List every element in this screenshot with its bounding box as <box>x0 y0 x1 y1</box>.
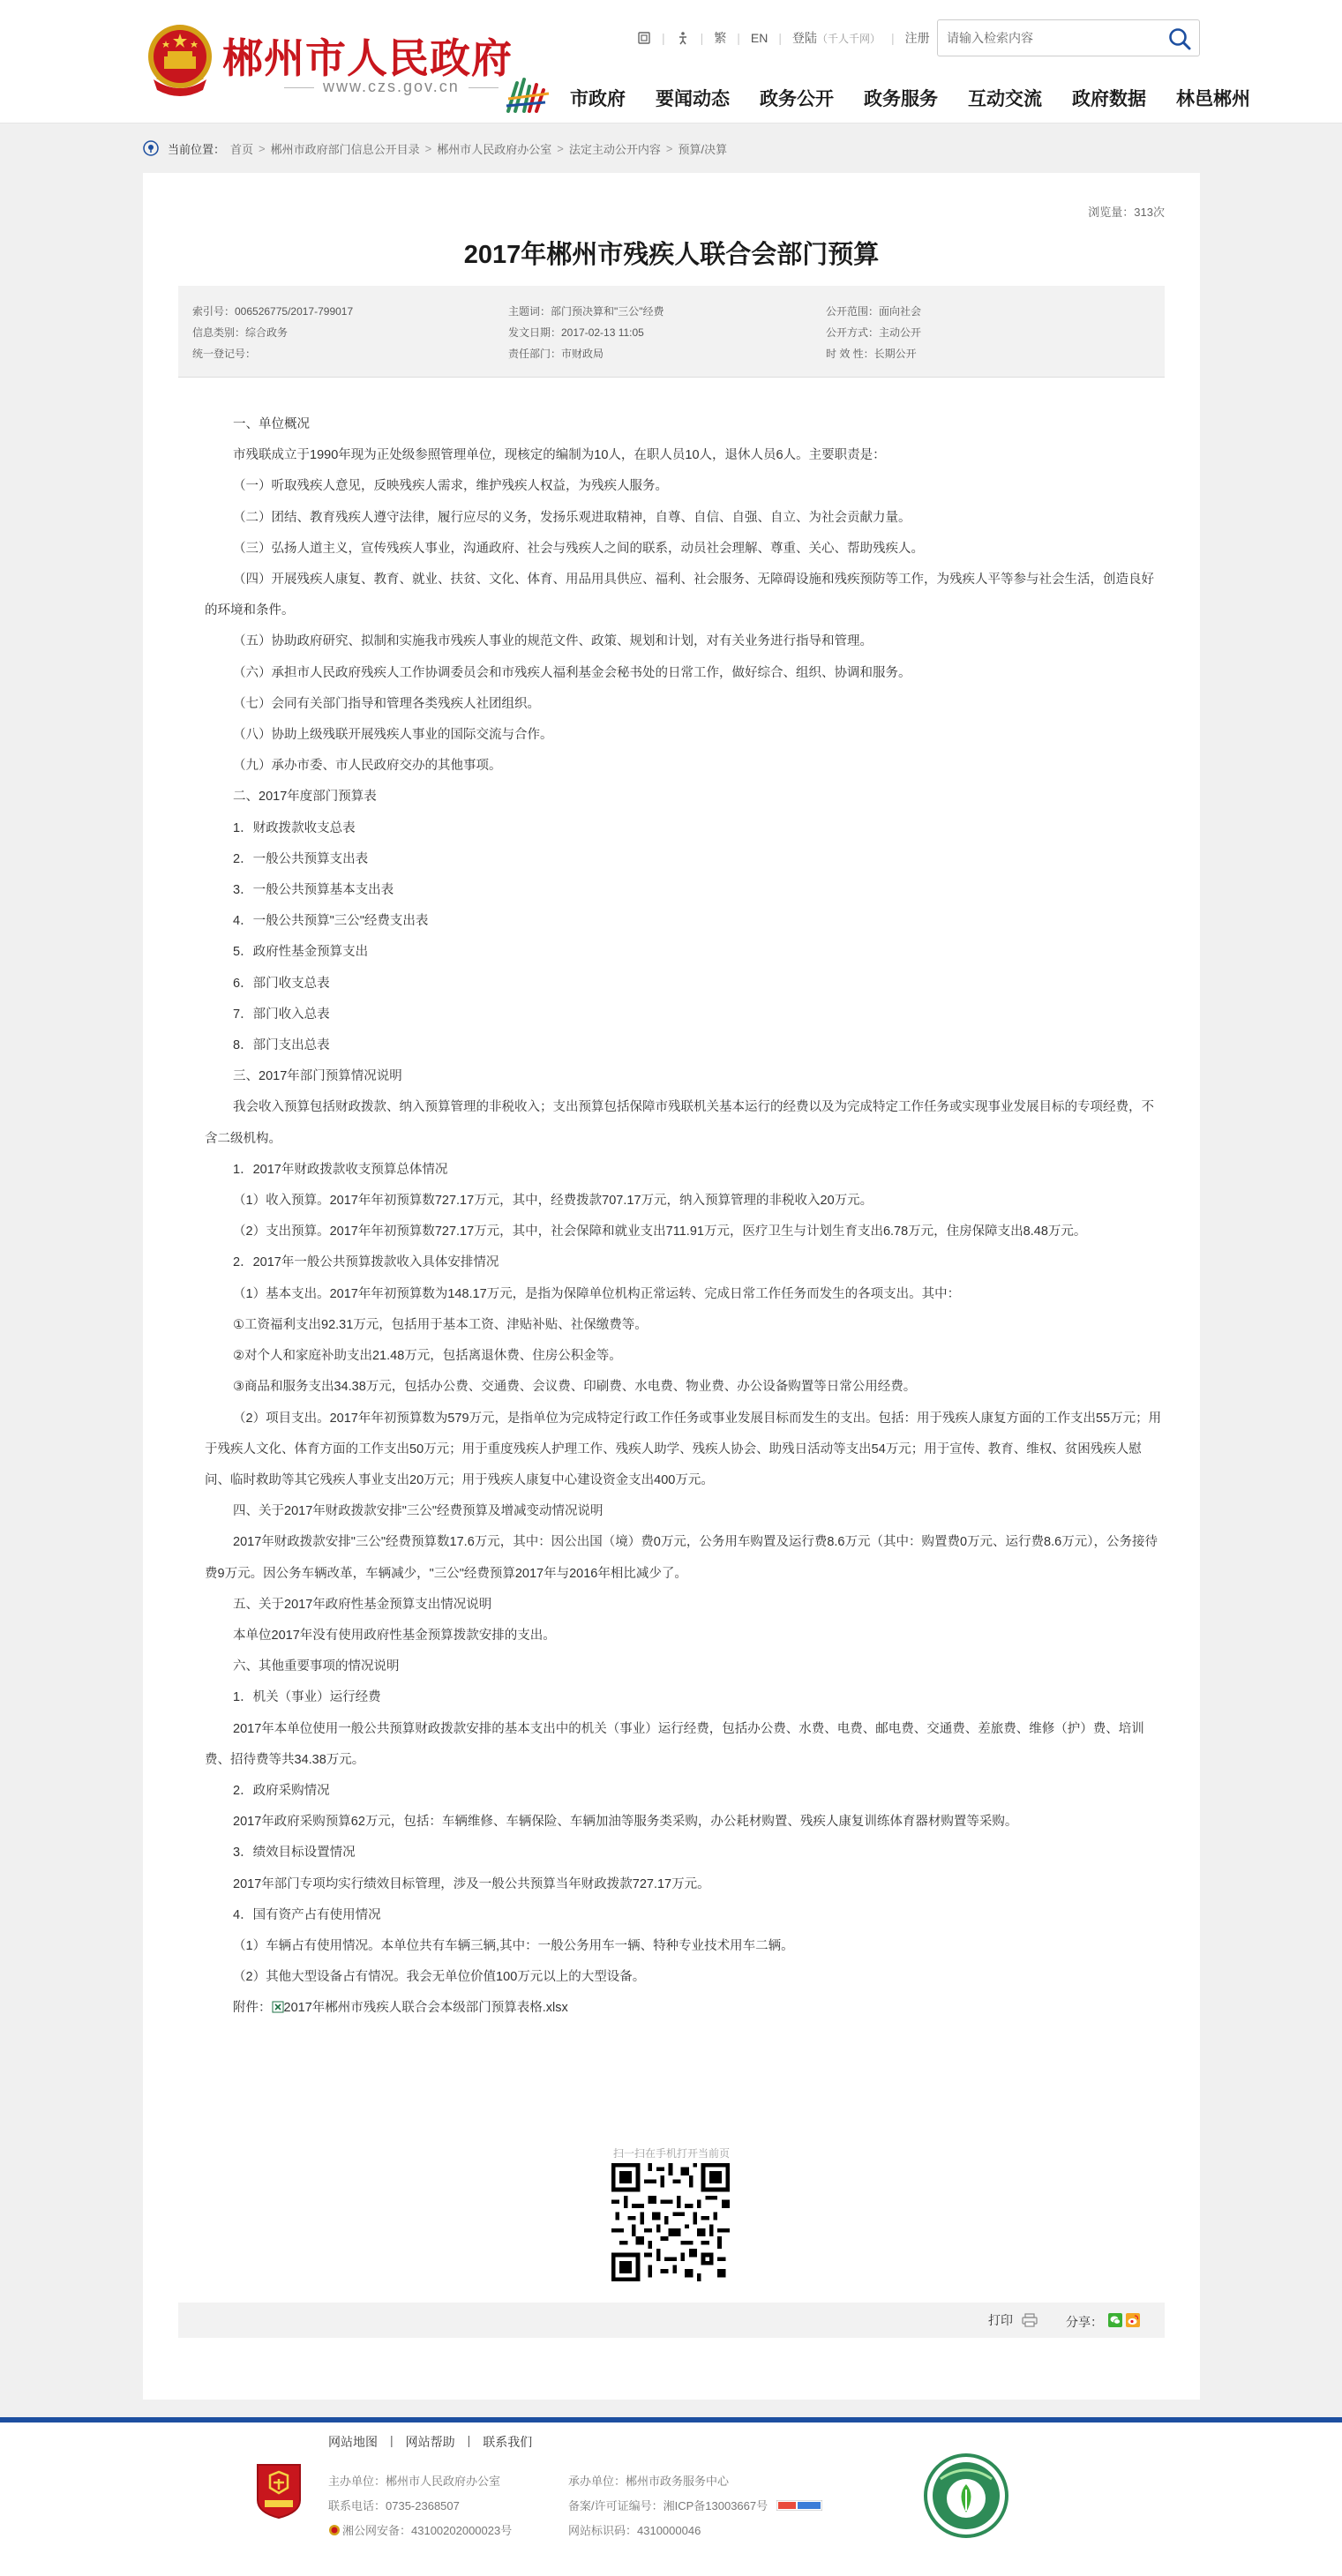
login-link[interactable] <box>792 29 881 47</box>
paragraph: （1）收入预算。2017年年初预算数727.17万元，其中，经费拨款707.17万元，纳入预算管理的非税收入20万元。 <box>233 1194 873 1209</box>
nav-item-city-gov[interactable]: 市政府 <box>570 89 626 109</box>
meta-dept: 责任部门：市财政局 <box>508 348 604 360</box>
search-icon[interactable] <box>1167 26 1192 51</box>
paragraph: 2．2017年一般公共预算拨款收入具体安排情况 <box>233 1255 499 1270</box>
paragraph: （四）开展残疾人康复、教育、就业、扶贫、文化、体育、用品用具供应、福利、社会服务、无障碍设施和残疾预防等工作，为残疾人平等参与社会生活，创造良好的环境和条件。 <box>205 573 1154 618</box>
article-body <box>205 409 1166 2025</box>
paragraph: 1．机关（事业）运行经费 <box>233 1690 381 1705</box>
paragraph: （二）团结、教育残疾人遵守法律，履行应尽的义务，发扬乐观进取精神，自尊、自信、自强、自立、为社会贡献力量。 <box>233 510 911 525</box>
paragraph: （五）协助政府研究、拟制和实施我市残疾人事业的规范文件、政策、规划和计划，对有关业务进行指导和管理。 <box>233 634 873 649</box>
mobile-icon[interactable] <box>637 31 651 45</box>
footer-separator: | <box>467 2433 471 2447</box>
meta-method: 公开方式：主动公开 <box>826 326 922 339</box>
paragraph: （七）会同有关部门指导和管理各类残疾人社团组织。 <box>233 696 540 711</box>
site-header <box>0 0 1342 124</box>
paragraph: （八）协助上级残联开展残疾人事业的国际交流与合作。 <box>233 728 553 743</box>
paragraph: （1）基本支出。2017年年初预算数为148.17万元，是指为保障单位机构正常运转、完成日常工作任务而发生的各项支出。其中： <box>233 1286 961 1301</box>
error-report-badge-icon[interactable] <box>923 2452 1009 2539</box>
register-link[interactable]: 注册 <box>904 31 930 45</box>
section-heading: 六、其他重要事项的情况说明 <box>233 1659 400 1674</box>
police-badge-icon <box>328 2524 341 2536</box>
article-card <box>143 173 1200 2400</box>
article-meta-box <box>178 286 1165 378</box>
paragraph: 2017年部门专项均实行绩效目标管理，涉及一般公共预算当年财政拨款727.17万元。 <box>233 1876 710 1891</box>
paragraph: 我会收入预算包括财政拨款、纳入预算管理的非税收入；支出预算包括保障市残联机关基本运行的经费以及为完成特定工作任务或实现事业发展目标的专项经费，不含二级机构。 <box>205 1100 1154 1146</box>
article-title: 2017年郴州市残疾人联合会部门预算 <box>463 241 880 269</box>
breadcrumb-separator: > <box>259 141 266 155</box>
excel-file-icon <box>272 2001 284 2013</box>
paragraph: 2017年本单位使用一般公共预算财政拨款安排的基本支出中的机关（事业）运行经费，包括办公费、水费、电费、邮电费、交通费、差旅费、维修（护）费、培训费、招待费等共34.38万元。 <box>205 1721 1144 1767</box>
login-note: （千人千网） <box>817 32 881 45</box>
breadcrumb-label: 当前位置： <box>168 142 226 156</box>
paragraph: （三）弘扬人道主义，宣传残疾人事业，沟通政府、社会与残疾人之间的联系，动员社会理解、尊重、关心、帮助残疾人。 <box>233 541 924 556</box>
breadcrumb-separator: > <box>557 141 564 155</box>
footer-icp[interactable]: 备案/许可证编号：湘ICP备13003667号 <box>568 2499 768 2512</box>
paragraph: 2．政府采购情况 <box>233 1783 330 1798</box>
print-button[interactable] <box>988 2311 1038 2329</box>
nav-item-news[interactable]: 要闻动态 <box>656 89 730 109</box>
party-gov-badge-icon[interactable] <box>254 2461 304 2520</box>
section-heading: 二、2017年度部门预算表 <box>233 790 377 805</box>
view-count: 浏览量：313次 <box>1088 206 1165 219</box>
paragraph: 1．2017年财政拨款收支预算总体情况 <box>233 1162 448 1177</box>
footer-organizer: 承办单位：郴州市政务服务中心 <box>568 2475 730 2488</box>
paragraph: 2017年政府采购预算62万元，包括：车辆维修、车辆保险、车辆加油等服务类采购，办公耗材购置、残疾人康复训练体育器材购置等采购。 <box>233 1815 1018 1830</box>
attachment-label: 附件： <box>233 2001 272 2016</box>
breadcrumb-statutory[interactable]: 法定主动公开内容 <box>568 142 661 156</box>
print-label: 打印 <box>988 2313 1013 2327</box>
footer-police[interactable]: 湘公网安备：43100202000023号 <box>342 2524 513 2537</box>
paragraph: （2）项目支出。2017年年初预算数为579万元，是指单位为完成特定行政工作任务或事业发展目标而发生的支出。包括：用于残疾人康复方面的工作支出55万元；用于残疾人文化、体育方面的工作支出50万元；用于重度残疾人护理工作、残疾人助学、残疾人协会、助残日活动等支出54万元；用于宣传、教育、维权、贫困残疾人慰问、临时救助等其它残疾人事业支出20万元；用于残疾人康复中心建设资金支出400万元。 <box>205 1411 1162 1487</box>
breadcrumb-separator: > <box>665 141 673 155</box>
attachment-link[interactable]: 2017年郴州市残疾人联合会本级部门预算表格.xlsx <box>283 2001 568 2016</box>
paragraph: （2）支出预算。2017年年初预算数727.17万元，其中，社会保障和就业支出711.91万元，医疗卫生与计划生育支出6.78万元，住房保障支出8.48万元。 <box>233 1224 1087 1239</box>
footer-phone: 联系电话：0735-2368507 <box>328 2499 460 2512</box>
site-name: 郴州市人民政府 <box>222 36 513 81</box>
list-item: 2．一般公共预算支出表 <box>233 851 369 866</box>
paragraph: 4．国有资产占有使用情况 <box>233 1907 381 1922</box>
footer-link-sitemap[interactable]: 网站地图 <box>328 2435 378 2449</box>
attachment-row <box>205 1993 1166 2024</box>
paragraph: （六）承担市人民政府残疾人工作协调委员会和市残疾人福利基金会秘书处的日常工作，做好综合、组织、协调和服务。 <box>233 665 911 680</box>
english-link[interactable]: EN <box>750 31 768 45</box>
paragraph: 2017年财政拨款安排"三公"经费预算数17.6万元，其中：因公出国（境）费0万元，公务用车购置及运行费8.6万元（其中：购置费0万元、运行费8.6万元），公务接待费9万元。因公务车辆改革，车辆减少，"三公"经费预算2017年与2016年相比减少了。 <box>205 1535 1158 1581</box>
nav-item-gov-affairs-open[interactable]: 政务公开 <box>760 89 834 109</box>
list-item: 8．部门支出总表 <box>233 1038 330 1053</box>
list-item: 4．一般公共预算"三公"经费支出表 <box>233 914 429 929</box>
nav-item-gov-services[interactable]: 政务服务 <box>864 89 938 109</box>
meta-category: 信息类别：综合政务 <box>192 326 289 339</box>
breadcrumb-budget[interactable]: 预算/决算 <box>678 142 728 156</box>
section-heading: 三、2017年部门预算情况说明 <box>233 1069 402 1084</box>
list-item: 5．政府性基金预算支出 <box>233 945 369 960</box>
meta-topic: 主题词：部门预决算和"三公"经费 <box>508 305 664 318</box>
footer-police-row <box>328 2521 512 2538</box>
section-heading: 五、关于2017年政府性基金预算支出情况说明 <box>233 1597 492 1612</box>
accessibility-icon[interactable] <box>676 31 690 45</box>
search-box <box>937 19 1200 56</box>
national-emblem-icon <box>145 21 215 97</box>
breadcrumb <box>143 138 727 159</box>
paragraph: （九）承办市委、市人民政府交办的其他事项。 <box>233 759 502 774</box>
footer-separator: | <box>390 2433 394 2447</box>
footer-links <box>328 2433 532 2451</box>
breadcrumb-office[interactable]: 郴州市人民政府办公室 <box>437 142 552 156</box>
footer-sponsor: 主办单位：郴州市人民政府办公室 <box>328 2475 501 2488</box>
qr-caption: 扫一扫在手机打开当前页 <box>612 2147 730 2160</box>
section-heading: 四、关于2017年财政拨款安排"三公"经费预算及增减变动情况说明 <box>233 1504 604 1519</box>
nav-item-gov-data[interactable]: 政府数据 <box>1072 89 1146 109</box>
footer-link-contact[interactable]: 联系我们 <box>483 2435 533 2449</box>
site-footer <box>0 2417 1342 2576</box>
printer-icon <box>1022 2313 1038 2327</box>
share-bar <box>178 2303 1165 2338</box>
paragraph: 本单位2017年没有使用政府性基金预算拨款安排的支出。 <box>233 1628 556 1643</box>
meta-index-no: 索引号：006526775/2017-799017 <box>192 305 354 318</box>
paragraph: ②对个人和家庭补助支出21.48万元，包括离退休费、住房公积金等。 <box>233 1349 622 1364</box>
list-item: 3．一般公共预算基本支出表 <box>233 883 394 898</box>
search-input[interactable] <box>947 28 1158 48</box>
qr-code-icon <box>611 2163 730 2281</box>
paragraph: （1）车辆占有使用情况。本单位共有车辆三辆,其中：一般公务用车一辆、特种专业技术用车二辆。 <box>233 1938 794 1953</box>
main-nav <box>570 85 1250 111</box>
breadcrumb-separator: > <box>424 141 432 155</box>
share-label: 分享： <box>1066 2315 1103 2329</box>
paragraph: （一）听取残疾人意见，反映残疾人需求，维护残疾人权益，为残疾人服务。 <box>233 479 668 494</box>
nav-item-linyi-chenzhou[interactable]: 林邑郴州 <box>1176 89 1250 109</box>
breadcrumb-home[interactable]: 首页 <box>230 142 254 156</box>
footer-link-help[interactable]: 网站帮助 <box>405 2435 455 2449</box>
meta-scope: 公开范围：面向社会 <box>826 305 922 318</box>
paragraph: ③商品和服务支出34.38万元，包括办公费、交通费、会议费、印刷费、水电费、物业费、办公设备购置等日常公用经费。 <box>233 1380 917 1395</box>
city-logo-icon <box>505 76 554 116</box>
wechat-share-icon[interactable] <box>1108 2313 1122 2327</box>
paragraph: （2）其他大型设备占有情况。我会无单位价值100万元以上的大型设备。 <box>233 1970 646 1985</box>
site-url: www.czs.gov.cn <box>275 78 507 96</box>
list-item: 1．财政拨款收支总表 <box>233 820 356 835</box>
cnzz-stats-icon[interactable] <box>776 2500 822 2511</box>
login-label: 登陆 <box>792 31 818 45</box>
paragraph: ①工资福利支出92.31万元，包括用于基本工资、津贴补贴、社保缴费等。 <box>233 1317 648 1332</box>
meta-issue-date: 发文日期：2017-02-13 11:05 <box>508 326 644 339</box>
location-pin-icon <box>143 140 159 156</box>
list-item: 7．部门收入总表 <box>233 1007 330 1022</box>
paragraph: 市残联成立于1990年现为正处级参照管理单位，现核定的编制为10人，在职人员10人，退休人员6人。主要职责是： <box>233 448 886 463</box>
site-logo[interactable] <box>145 21 513 106</box>
footer-site-code: 网站标识码：4310000046 <box>568 2524 701 2537</box>
weibo-share-icon[interactable] <box>1126 2313 1140 2327</box>
paragraph: 3．绩效目标设置情况 <box>233 1846 356 1861</box>
footer-icp-row <box>568 2497 822 2513</box>
meta-validity: 时 效 性：长期公开 <box>826 348 917 360</box>
traditional-chinese-link[interactable]: 繁 <box>714 31 727 45</box>
nav-item-interaction[interactable]: 互动交流 <box>968 89 1042 109</box>
meta-reg-no: 统一登记号： <box>192 348 257 360</box>
list-item: 6．部门收支总表 <box>233 976 330 991</box>
top-utility-links: | | 繁 | EN | 登陆 （千人千网） | 注册 <box>637 28 930 48</box>
breadcrumb-catalog[interactable]: 郴州市政府部门信息公开目录 <box>270 142 420 156</box>
section-heading: 一、单位概况 <box>233 417 310 431</box>
